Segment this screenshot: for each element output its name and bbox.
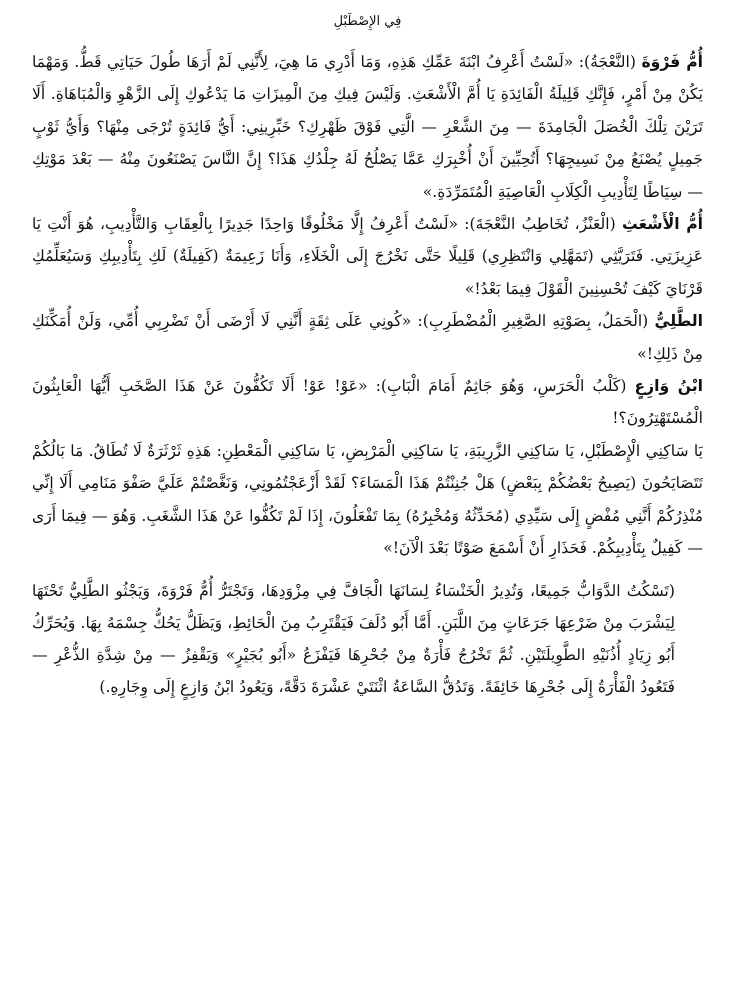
speaker-name: ابْنُ وَازِعٍ: [634, 377, 703, 396]
dialogue-paragraph-2: [32, 208, 703, 305]
dialogue-text: يَا سَاكِنِي الْإِصْطَبْلِ، يَا سَاكِنِي الزَّرِيبَةِ، يَا سَاكِنِي الْمَرْبِضِ، يَا سَاكِنِي الْمَعْطِنِ: هَذِهِ ثَرْثَرَةٌ لَا تُطَاقُ. مَا بَالُكُمْ تَتَصَايَحُونَ (يَصِيحُ بَعْضُكُمْ بِبَعْضٍ) هَلْ جُنِنْتُمْ هَذَا الْمَسَاءَ؟ لَقَدْ أَزْعَجْتُمُونِي، وَنَغَّصْتُمْ عَلَيَّ صَفْوَ مَنَامِي أَلَا إِنِّي مُنْذِرُكُمْ أَنَّنِي مُفْضٍ إِلَى سَيِّدِي (مُحَدِّثُهُ وَمُخْبِرُهُ) بِمَا تَفْعَلُونَ، إِذَا لَمْ تَكُفُّوا عَنْ هَذَا الشَّغَبِ. وَهُوَ — فِيمَا أَرَى — كَفِيلٌ بِتَأْدِيبِكُمْ. فَحَذَارِ أَنْ أَسْمَعَ صَوْتًا بَعْدَ الْآنَ!»: [32, 441, 703, 558]
running-header: فِي الإِصْطَبْلِ: [333, 14, 402, 29]
speaker-name: أُمُّ الْأَشْعَثِ: [621, 215, 704, 234]
dialogue-text: (النَّعْجَةُ): «لَسْتُ أَعْرِفُ ابْنَةَ عَمِّكِ هَذِهِ، وَمَا أَدْرِي مَا هِيَ، لِأَنَّنِي لَمْ أَرَهَا طُولَ حَيَاتِي قَطُّ. وَمَهْمَا يَكُنْ مِنْ أَمْرٍ، فَإِنَّكِ قَلِيلَةُ الْفَائِدَةِ يَا أُمَّ الْأَشْعَثِ. وَلَيْسَ فِيكِ مِنَ الْمِيزَاتِ مَا يَدْعُوكِ إِلَى الزَّهْوِ وَالْمُبَاهَاةِ. أَلَا تَرَيْنَ تِلْكَ الْخُصَلَ الْجَامِدَةَ — مِنَ الشَّعْرِ — الَّتِي فَوْقَ ظَهْرِكِ؟ خَبِّرِينِي: أَيُّ فَائِدَةٍ تُرْجَى مِنْهَا؟ وَأَيُّ ثَوْبٍ جَمِيلٍ يُصْنَعُ مِنْ نَسِيجِهَا؟ أَتُحِبِّينَ أَنْ أُخْبِرَكِ عَمَّا يَصْلُحُ لَهُ جِلْدُكِ هَذَا؟ إِنَّ النَّاسَ يَصْنَعُونَ مِنْهُ — بَعْدَ مَوْتِكِ — سِيَاطًا لِتَأْدِيبِ الْكِلَابِ الْعَاصِيَةِ الْمُتَمَرِّدَةِ.»: [32, 53, 703, 201]
dialogue-text: (الْحَمَلُ، بِصَوْتِهِ الصَّغِيرِ الْمُضْطَرِبِ): «كُونِي عَلَى ثِقَةٍ أَنَّنِي لَا أَرْضَى أَنْ تَضْرِبِي أُمِّي، وَلَنْ أُمَكِّنَكِ مِنْ ذَلِكِ!»: [32, 312, 703, 363]
section-gap: [32, 565, 703, 575]
dialogue-text: (كَلْبُ الْحَرَسِ، وَهُوَ جَاثِمٌ أَمَامَ الْبَابِ): «عَوْ! عَوْ! أَلَا تَكُفُّونَ عَنْ هَذَا الصَّخَبِ أَيُّهَا الْعَابِثُونَ الْمُسْتَهْتِرُونَ؟!: [32, 377, 703, 428]
speaker-name: أُمُّ فَرْوَةَ: [641, 53, 703, 71]
dialogue-paragraph-1: [32, 46, 703, 208]
stage-direction: (تَسْكُتُ الدَّوَابُّ جَمِيعًا، وَتُدِيرُ الْخَنْسَاءُ لِسَانَهَا الْجَافَّ فِي مِزْوَدِهَا، وَتَجْتَرُّ أُمُّ فَرْوَةَ، وَيَجْثُو الطَّلِيُّ تَحْتَهَا لِيَشْرَبَ مِنْ ضَرْعِهَا جَرَعَاتٍ مِنَ اللَّبَنِ. أَمَّا أَبُو دُلَفَ فَيَقْتَرِبُ مِنَ الْحَائِطِ، وَيَظَلُّ يَحُكُّ جِسْمَهُ بِهَا. وَيُحَرِّكُ أَبُو زِيَادٍ أُذُنَيْهِ الطَّوِيلَتَيْنِ. ثُمَّ تَخْرُجُ فَأْرَةٌ مِنْ جُحْرِهَا فَيَفْزَعُ «أَبُو بُجَيْرٍ» وَيَقْفِزُ — مِنْ شِدَّةِ الذُّعْرِ — فَتَعُودُ الْفَأْرَةُ إِلَى جُحْرِهَا خَائِفَةً. وَتَدُقُّ السَّاعَةُ اثْنَتَيْ عَشْرَةَ دَقَّةً، وَيَعُودُ ابْنُ وَازِعٍ إِلَى وِجَارِهِ.): [32, 581, 675, 697]
dialogue-paragraph-3: [32, 305, 703, 370]
speaker-name: الطَّلِيُّ: [654, 312, 703, 331]
dialogue-paragraph-4: [32, 370, 703, 435]
dialogue-text: (الْعَنْزُ، تُخَاطِبُ النَّعْجَةَ): «لَسْتُ أَعْرِفُ إِلَّا مَخْلُوقًا وَاحِدًا جَدِيرًا بِالْعِقَابِ وَالتَّأْدِيبِ، هُوَ أَنْتِ يَا عَزِيزَتِي. فَتَرَيَّثِي (تَمَهَّلِي وَانْتَظِرِي) قَلِيلًا حَتَّى نَخْرُجَ إِلَى الْخَلَاءِ، وَأَنَا زَعِيمَةٌ (كَفِيلَةٌ) لَكِ بِتَأْدِيبِكِ وَسَيُعَلِّمُكِ قَرْنَايَ كَيْفَ تُحْسِنِينَ الْقَوْلَ فِيمَا بَعْدُ!»: [32, 215, 703, 298]
dialogue-paragraph-5: [32, 435, 703, 565]
